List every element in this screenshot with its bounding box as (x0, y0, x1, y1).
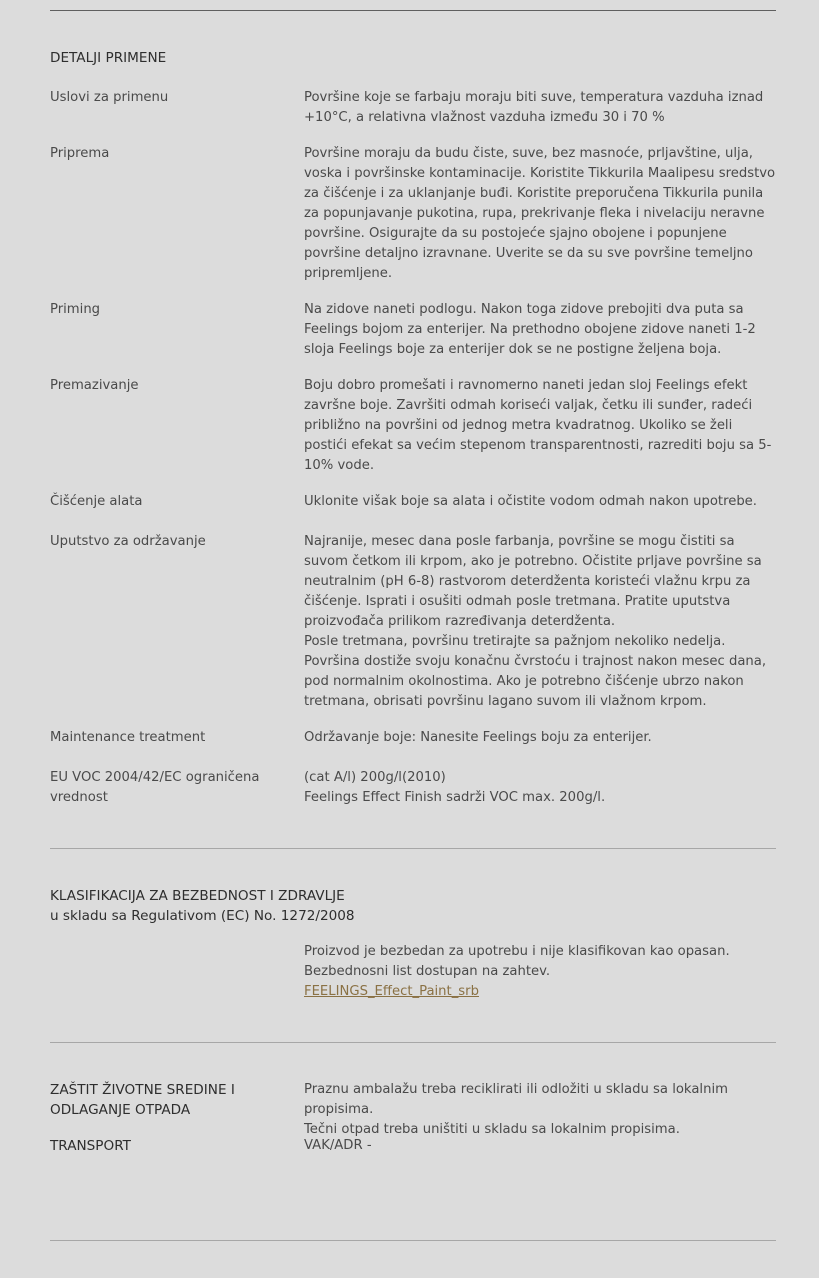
safety-datasheet-link[interactable]: FEELINGS_Effect_Paint_srb (304, 984, 479, 999)
row-value-priming: Na zidove naneti podlogu. Nakon toga zidove prebojiti dva puta sa Feelings bojom za enterijer. Na prethodno obojene zidove naneti 1-2 sloja Feelings boje za enterijer dok se ne postigne željena boja. (304, 302, 756, 357)
safety-subheading: u skladu sa Regulativom (EC) No. 1272/2008 (50, 908, 355, 924)
environment-label: ZAŠTIT ŽIVOTNE SREDINE I ODLAGANJE OTPADA (50, 1082, 235, 1118)
safety-text (304, 942, 778, 1002)
application-details-heading: DETALJI PRIMENE (50, 50, 167, 66)
row-value-preparation: Površine moraju da budu čiste, suve, bez masnoće, prljavštine, ulja, voska i površinske kontaminacije. Koristite Tikkurila Maalipesu sredstvo za čišćenje i za uklanjanje buđi. Koristite preporučena Tikkurila punila za popunjavanje pukotina, rupa, prekrivanje fleka i nivelaciju neravne površine. Osigurajte da su postojeće sjajno obojene i popunjene površine detaljno izravnane. Uverite se da su sve površine temeljno pripremljene. (304, 146, 776, 281)
row-label-conditions: Uslovi za primenu (50, 90, 169, 105)
row-value-eu-voc: (cat A/l) 200g/l(2010) Feelings Effect Finish sadrži VOC max. 200g/l. (304, 770, 606, 805)
row-label-maintenance-treatment: Maintenance treatment (50, 730, 206, 745)
safety-description: Proizvod je bezbedan za upotrebu i nije klasifikovan kao opasan. Bezbednosni list dostupan na zahtev. (304, 944, 730, 979)
transport-value: VAK/ADR - (304, 1138, 372, 1153)
row-value-maintenance-instructions: Najranije, mesec dana posle farbanja, površine se mogu čistiti sa suvom četkom ili krpom, ako je potrebno. Očistite prljave površine sa neutralnim (pH 6-8) rastvorom deterdženta koristeći vlažnu krpu za čišćenje. Isprati i osušiti odmah posle tretmana. Pratite uputstva proizvođača prilikom razređivanja deterdženta. Posle tretmana, površinu tretirajte sa pažnjom nekoliko nedelja. Površina dostiže svoju konačnu čvrstoću i trajnost nakon mesec dana, pod normalnim okolnostima. Ako je potrebno čišćenje ubrzo nakon tretmana, obrisati površinu lagano suvom ili vlažnom krpom. (304, 534, 767, 709)
row-value-maintenance-treatment: Održavanje boje: Nanesite Feelings boju za enterijer. (304, 730, 652, 745)
row-label-priming: Priming (50, 302, 101, 317)
row-label-coating: Premazivanje (50, 378, 139, 393)
section-divider-bottom (50, 1240, 776, 1241)
section-divider (50, 1042, 776, 1043)
row-value-tool-cleaning: Uklonite višak boje sa alata i očistite vodom odmah nakon upotrebe. (304, 494, 757, 509)
row-label-tool-cleaning: Čišćenje alata (50, 494, 143, 509)
row-value-conditions: Površine koje se farbaju moraju biti suve, temperatura vazduha iznad +10°C, a relativna vlažnost vazduha između 30 i 70 % (304, 90, 764, 125)
section-divider (50, 848, 776, 849)
transport-label: TRANSPORT (50, 1138, 131, 1154)
row-label-maintenance-instructions: Uputstvo za održavanje (50, 534, 206, 549)
row-label-preparation: Priprema (50, 146, 110, 161)
section-divider-top (50, 10, 776, 11)
row-value-coating: Boju dobro promešati i ravnomerno naneti jedan sloj Feelings efekt završne boje. Završiti odmah koriseći valjak, četku ili sunđer, radeći približno na površini od jednog metra kvadratnog. Ukoliko se želi postići efekat sa većim stepenom transparentnosti, razrediti boju sa 5-10% vode. (304, 378, 772, 473)
row-label-eu-voc: EU VOC 2004/42/EC ograničena vrednost (50, 770, 260, 805)
safety-heading: KLASIFIKACIJA ZA BEZBEDNOST I ZDRAVLJE (50, 888, 345, 904)
environment-value: Praznu ambalažu treba reciklirati ili odložiti u skladu sa lokalnim propisima. Tečni otpad treba uništiti u skladu sa lokalnim propisima. (304, 1082, 728, 1137)
